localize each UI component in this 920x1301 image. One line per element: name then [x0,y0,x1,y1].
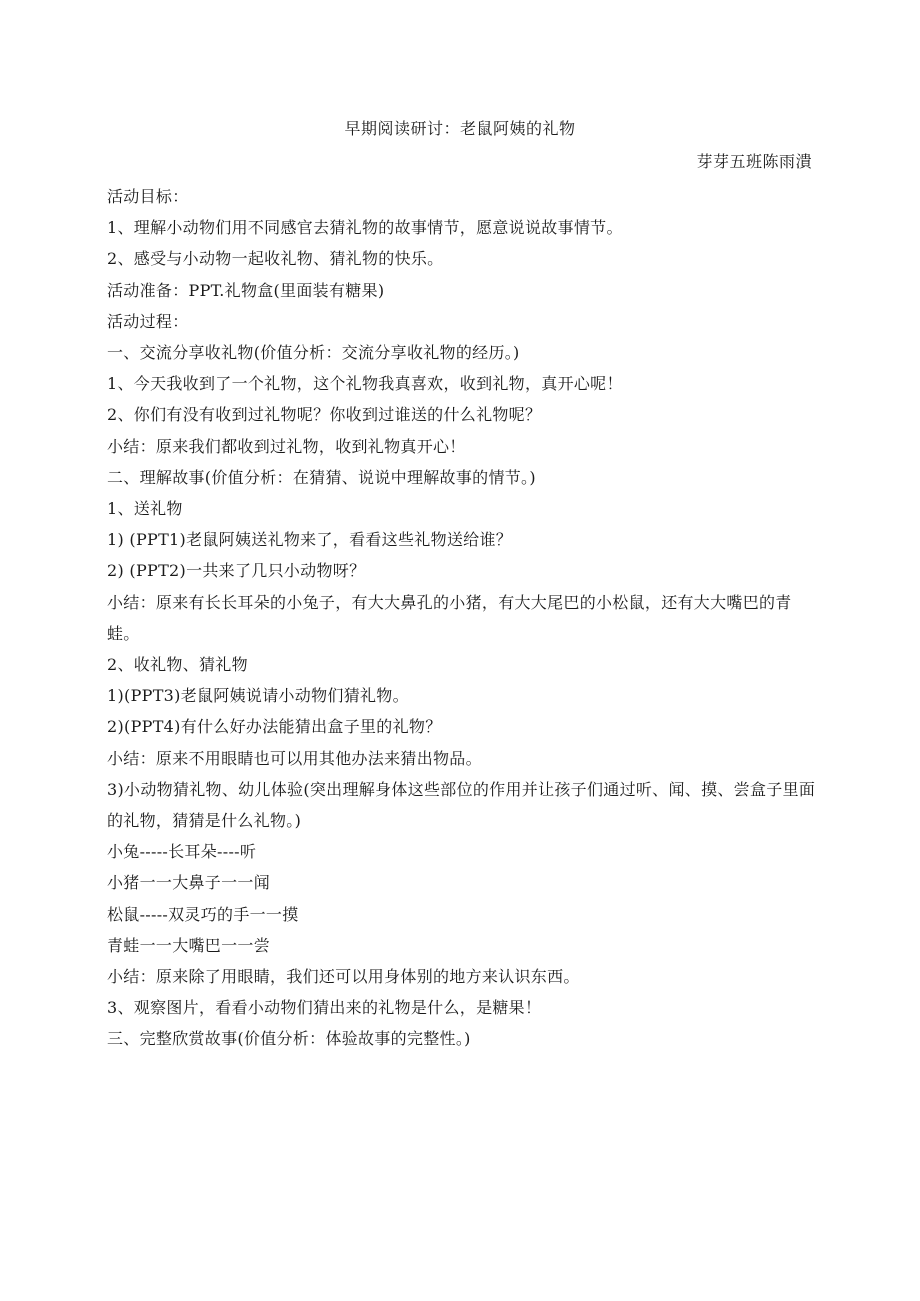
list-item: 青蛙一一大嘴巴一一尝 [107,935,271,955]
process-part-2-heading: 二、理解故事(价值分析：在猜猜、说说中理解故事的情节。) [107,467,536,487]
document-title: 早期阅读研讨：老鼠阿姨的礼物 [344,119,576,138]
goal-item-1: 1、理解小动物们用不同感官去猜礼物的故事情节，愿意说说故事情节。 [107,218,623,238]
paragraph-line: 2)(PPT4)有什么好办法能猜出盒子里的礼物？ [107,717,442,737]
document-body [107,181,819,1055]
summary-line: 小结：原来不用眼睛也可以用其他办法来猜出物品。 [107,748,482,768]
list-item: 松鼠-----双灵巧的手一一摸 [107,904,299,924]
experience-paragraph: 3)小动物猜礼物、幼儿体验(突出理解身体这些部位的作用并让孩子们通过听、闻、摸、尝盒子里面的礼物，猜猜是什么礼物。) [107,779,816,831]
process-part-3-heading: 三、完整欣赏故事(价值分析：体验故事的完整性。) [107,1029,471,1049]
subsection-heading: 2、收礼物、猜礼物 [107,655,248,675]
subsection-heading: 1、送礼物 [107,499,183,519]
section-heading-goals: 活动目标： [107,187,189,206]
preparation-line: 活动准备：PPT.礼物盒(里面装有糖果) [107,280,385,300]
author-line: 芽芽五班陈雨潰 [696,152,812,171]
process-part-1-heading: 一、交流分享收礼物(价值分析：交流分享收礼物的经历。) [107,343,520,363]
paragraph-line: 2、你们有没有收到过礼物呢？你收到过谁送的什么礼物呢？ [107,405,542,425]
paragraph-line: 1、今天我收到了一个礼物，这个礼物我真喜欢，收到礼物，真开心呢！ [107,374,623,394]
summary-line: 小结：原来除了用眼睛，我们还可以用身体别的地方来认识东西。 [107,967,580,987]
paragraph-line: 1) (PPT1)老鼠阿姨送礼物来了，看看这些礼物送给谁？ [107,530,513,550]
paragraph-line: 2) (PPT2)一共来了几只小动物呀？ [107,561,366,581]
section-heading-process: 活动过程： [107,311,189,331]
summary-paragraph: 小结：原来有长长耳朵的小兔子，有大大鼻孔的小猪，有大大尾巴的小松鼠，还有大大嘴巴的青蛙。 [107,592,792,643]
list-item: 小兔-----长耳朵----听 [107,842,257,862]
paragraph-line: 1)(PPT3)老鼠阿姨说请小动物们猜礼物。 [107,686,409,706]
list-item: 小猪一一大鼻子一一闻 [107,873,271,893]
summary-line: 小结：原来我们都收到过礼物，收到礼物真开心！ [107,436,466,456]
goal-item-2: 2、感受与小动物一起收礼物、猜礼物的快乐。 [107,249,444,269]
paragraph-line: 3、观察图片，看看小动物们猜出来的礼物是什么，是糖果！ [107,998,542,1018]
